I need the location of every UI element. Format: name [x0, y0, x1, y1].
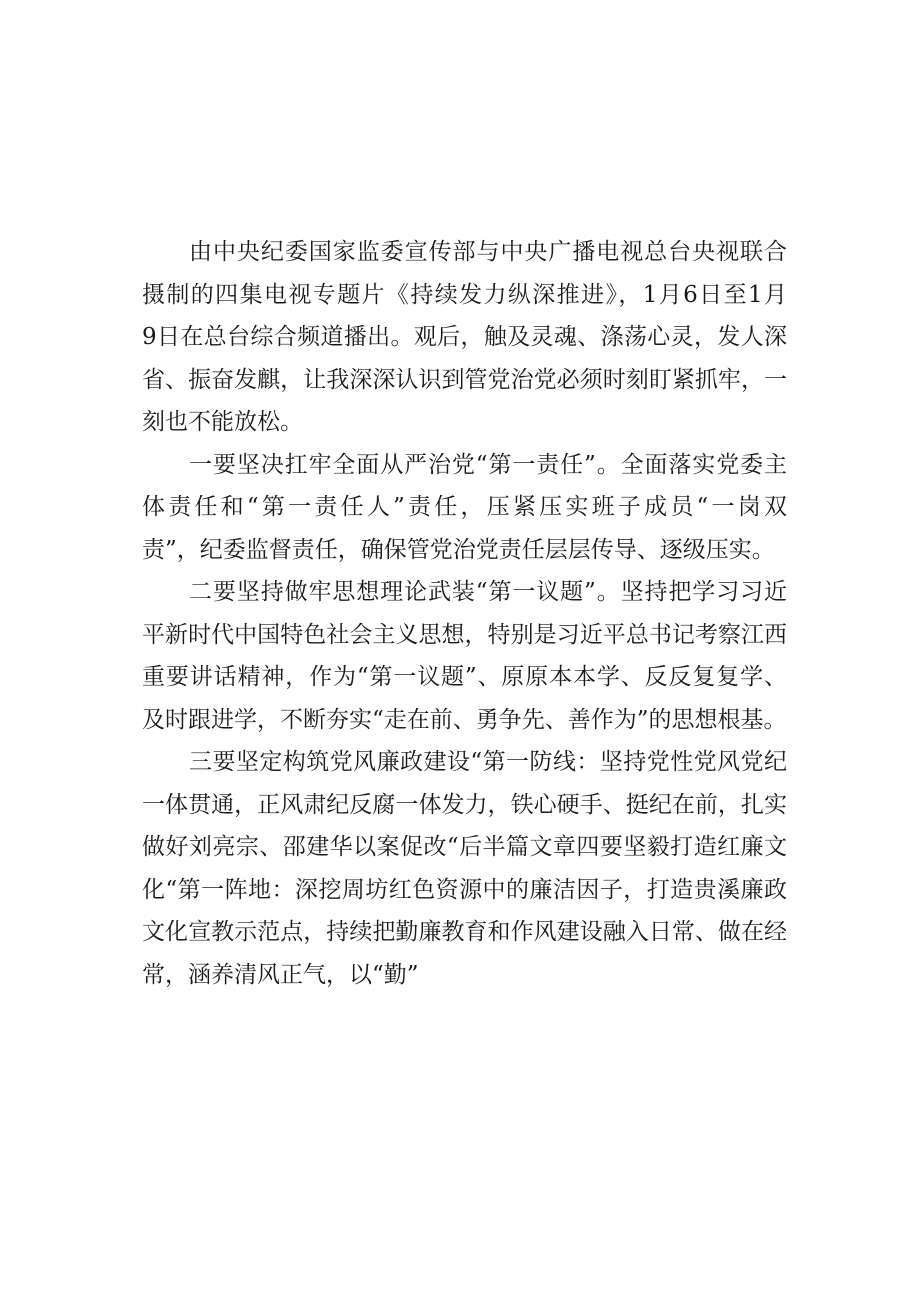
paragraph-2: [142, 444, 787, 572]
paragraph-1: [142, 231, 787, 444]
text-line: 重要讲话精神，作为“第一议题”、原原本本学、反反复复学、: [142, 664, 787, 690]
text-line: 体责任和“第一责任人”责任，压紧压实班子成员“一岗双: [142, 494, 787, 520]
text-line: 平新时代中国特色社会主义思想，特别是习近平总书记考察江西: [142, 621, 787, 648]
text-line: 做好刘亮宗、邵建华以案促改“后半篇文章四要坚毅打造红廉文: [142, 834, 787, 860]
document-body: [142, 231, 787, 996]
paragraph-4: [142, 741, 787, 996]
text-line: 摄制的四集电视专题片《持续发力纵深推进》，1月6日至1月: [142, 281, 787, 308]
text-line: 一要坚决扛牢全面从严治党“第一责任”。全面落实党委主: [189, 451, 787, 478]
text-line: 一体贯通，正风肃纪反腐一体发力，铁心硬手、挺纪在前，扎实: [142, 791, 787, 818]
text-line: 化“第一阵地：深挖周坊红色资源中的廉洁因子，打造贵溪廉政: [142, 876, 787, 903]
text-line: 二要坚持做牢思想理论武装“第一议题”。坚持把学习习近: [189, 579, 787, 605]
text-line: 及时跟进学，不断夯实“走在前、勇争先、善作为”的思想根基。: [142, 706, 787, 733]
text-line: 省、振奋发麒，让我深深认识到管党治党必须时刻盯紧抓牢，一: [142, 366, 787, 393]
text-line: 由中央纪委国家监委宣传部与中央广播电视总台央视联合: [189, 239, 787, 265]
text-line: 责”，纪委监督责任，确保管党治党责任层层传导、逐级压实。: [142, 536, 775, 563]
text-line: 三要坚定构筑党风廉政建设“第一防线：坚持党性党风党纪: [189, 749, 787, 775]
text-line: 文化宣教示范点，持续把勤廉教育和作风建设融入日常、做在经: [142, 919, 787, 945]
text-line: 刻也不能放松。: [142, 409, 303, 435]
text-line: 常，涵养清风正气，以“勤”: [142, 961, 419, 988]
paragraph-3: [142, 571, 787, 741]
text-line: 9日在总台综合频道播出。观后，触及灵魂、涤荡心灵，发人深: [142, 324, 787, 350]
